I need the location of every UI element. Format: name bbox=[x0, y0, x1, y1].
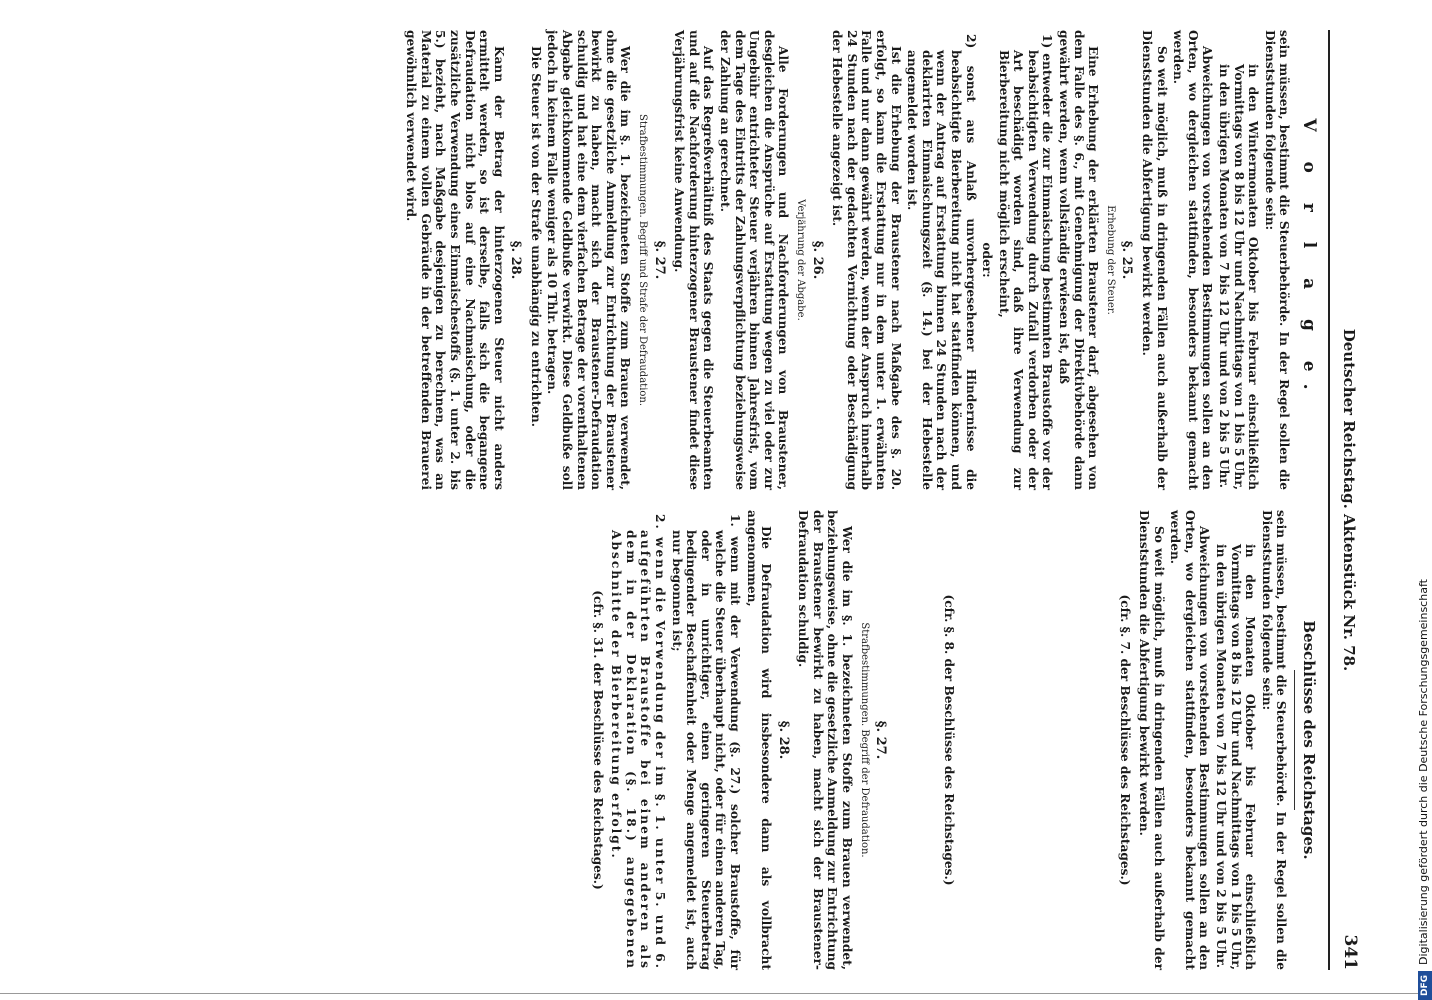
list-item: 2) sonst aus Anlaß unvorhergesehener Hindernisse die beabsichtigte Bierbereitung nicht hat stattfinden können, und wenn der Antrag auf Erstattung binnen 24 Stunden nach der deklarirten Einmaischungszeit (§. 14.) bei der Hebestelle angemeldet worden ist. bbox=[905, 34, 978, 490]
title-divider bbox=[1294, 670, 1295, 810]
section-heading-27: §. 27. bbox=[873, 720, 889, 760]
credit-text: Digitalisierung gefördert durch die Deutsche Forschungsgemeinschaft bbox=[1417, 579, 1430, 965]
paragraph: oder: bbox=[980, 242, 995, 278]
section-caption: Strafbestimmungen. Begriff und Strafe der Defraudation. bbox=[637, 113, 649, 407]
column-beschluesse bbox=[582, 510, 1320, 970]
paragraph: Abweichungen von vorstehenden Bestimmungen sollen an den Orten, wo dergleichen stattfinden, besonders bekannt gemacht werden. bbox=[1168, 510, 1212, 970]
section-heading-26: §. 26. bbox=[809, 240, 825, 280]
paragraph: in den Monaten Oktober bis Februar einschließlich Vormittags von 8 bis 12 Uhr und Nachmittags von 1 bis 5 Uhr, in den übrigen Monaten von 7 bis 12 Uhr und von 2 bis 5 Uhr. bbox=[1214, 544, 1258, 970]
section-heading-25: §. 25. bbox=[1119, 240, 1135, 280]
paragraph: Eine Erhebung der erklärten Braustener darf, abgesehen von dem Falle des §. 6., mit Genehmigung der Direktivbehörde dann gewährt werden, wenn vollständig erwiesen ist, daß bbox=[1057, 30, 1101, 490]
paragraph: sein müssen, bestimmt die Steuerbehörde. In der Regel sollen die Dienststunden folgende sein: bbox=[1262, 30, 1292, 490]
paragraph: in den Wintermonaten Oktober bis Februar einschließlich Vormittags von 8 bis 12 Uhr und Nachmittags von 1 bis 5 Uhr, in den übrigen Monaten von 7 bis 12 Uhr und von 2 bis 5 Uhr. bbox=[1217, 64, 1261, 490]
section-heading-28: §. 28. bbox=[508, 240, 524, 280]
paragraph: Kann der Betrag der hinterzogenen Steuer nicht anders ermittelt werden, so ist derselbe, falls sich die begangene Defraudation nicht blos auf eine Nachmaischung, oder die zusätzliche Verwendung eines Einmaischestoffs (§. 1. unter 2. bis 5.) bezieht, nach Maßgabe desjenigen zu berechnen, was an Material zu einem vollen Gebräude in der betreffenden Brauerei gewöhnlich verwendet wird. bbox=[404, 30, 506, 490]
column-title-beschluesse: Beschlüsse des Reichstages. bbox=[1300, 620, 1318, 860]
paragraph: sein müssen, bestimmt die Steuerbehörde. In der Regel sollen die Dienststunden folgende sein: bbox=[1259, 510, 1289, 970]
paragraph: So weit möglich, muß in dringenden Fällen auch außerhalb der Dienststunden die Abfertigung bewirkt werden. bbox=[1137, 510, 1166, 970]
paragraph: Alle Forderungen und Nachforderungen von Braustener, desgleichen die Ansprüche auf Erstattung wegen zu viel oder zur Ungebühr entrichteter Steuer verjähren binnen Jahresfrist, vom dem Tage des Eintritts der Zahlungsverpflichtung beziehungsweise der Zahlung an gerechnet. bbox=[718, 30, 791, 490]
paragraph: Wer die im §. 1. bezeichneten Stoffe zum Brauen verwendet, beziehungsweise, ohne die gesetzliche Anmeldung zur Entrichtung der Braustener bewirkt zu haben, macht sich der Braustener-Defraudation schuldig. bbox=[796, 510, 855, 970]
paragraph: Auf das Regreßverhältniß des Staats gegen die Steuerbeamten und auf die Nachforderung hinterzogener Braustener findet diese Verjährungsfrist keine Anwendung. bbox=[672, 30, 716, 490]
digitization-credit bbox=[1417, 579, 1432, 1000]
column-title-vorlage: V o r l a g e. bbox=[1299, 118, 1319, 402]
spacer bbox=[893, 510, 933, 970]
paragraph: Wer die im §. 1. bezeichneten Stoffe zum Brauen verwendet, ohne die gesetzliche Anmeldung zur Entrichtung der Braustener bewirkt zu haben, macht sich der Braustener-Defraudation schuldig und hat eine dem vierfachen Betrage der vorenthaltenen Abgabe gleichkommende Geldbuße verwirkt. Diese Geldbuße soll jedoch in keinem Falle weniger als 10 Thlr. betragen. bbox=[545, 30, 633, 490]
section-heading-27: §. 27. bbox=[651, 240, 667, 280]
paragraph: So weit möglich, muß in dringenden Fällen auch außerhalb der Dienststunden die Abfertigung bewirkt werden. bbox=[1140, 30, 1169, 490]
cross-reference: (cfr. §. 8. der Beschlüsse des Reichstages.) bbox=[941, 594, 956, 886]
cross-reference: (cfr. §. 7. der Beschlüsse des Reichstages.) bbox=[1118, 594, 1133, 886]
header-rule bbox=[1328, 30, 1330, 970]
column-vorlage bbox=[402, 30, 1320, 490]
dfg-logo: DFG bbox=[1418, 971, 1432, 1000]
cross-reference: (cfr. §. 31. der Beschlüsse des Reichstages.) bbox=[590, 590, 605, 890]
paragraph: Die Steuer ist von der Strafe unabhängig zu entrichten. bbox=[528, 46, 543, 428]
page-number: 341 bbox=[1340, 934, 1360, 970]
section-caption: Verjährung der Abgabe. bbox=[795, 199, 806, 321]
list-item: 1) entweder die zur Einmaischung bestimmten Braustoffe vor der beabsichtigten Verwendung durch Zufall verdorben oder der Art beschädigt worden sind, daß ihre Verwendung zur Bierbereitung nicht möglich erscheint, bbox=[996, 34, 1055, 490]
section-heading-28: §. 28. bbox=[775, 720, 791, 760]
header-title: Deutscher Reichstag. Aktenstück Nr. 78. bbox=[1340, 328, 1358, 672]
section-caption: Erhebung der Steuer. bbox=[1104, 205, 1116, 315]
paragraph: Die Defraudation wird insbesondere dann als vollbracht angenommen, bbox=[744, 510, 774, 970]
scan-edge-line bbox=[0, 993, 1432, 994]
list-item: 2. wenn die Verwendung der im §. 1. unter 5. und 6. aufgeführten Braustoffe bei einem anderen als dem in der Deklaration (§. 18.) angegebenen Abschnitte der Bierbereitung erfolgt. bbox=[609, 514, 667, 970]
page-header bbox=[1332, 30, 1362, 970]
paragraph: Abweichungen von vorstehenden Bestimmungen sollen an den Orten, wo dergleichen stattfinden, besonders bekannt gemacht werden. bbox=[1171, 30, 1215, 490]
section-caption: Strafbestimmungen. Begriff der Defraudation. bbox=[858, 622, 870, 858]
spacer bbox=[960, 510, 1110, 970]
paragraph: Ist die Erhebung der Braustener nach Maßgabe des §. 20. erfolgt, so kann die Erstattung nur in dem unter 1. erwähnten Falle und nur dann gewährt werden, wenn der Anspruch innerhalb 24 Stunden nach der gedachten Vernichtung oder Beschädigung der Hebestelle angezeigt ist. bbox=[830, 30, 903, 490]
list-item: 1. wenn mit der Verwendung (§. 27.) solcher Braustoffe, für welche die Steuer überhaupt nicht, oder für einen anderen Tag, oder in unrichtiger, einen geringeren Steuerbetrag bedingender Beschaffenheit oder Menge angemeldet ist, auch nur begonnen ist; bbox=[669, 514, 742, 970]
